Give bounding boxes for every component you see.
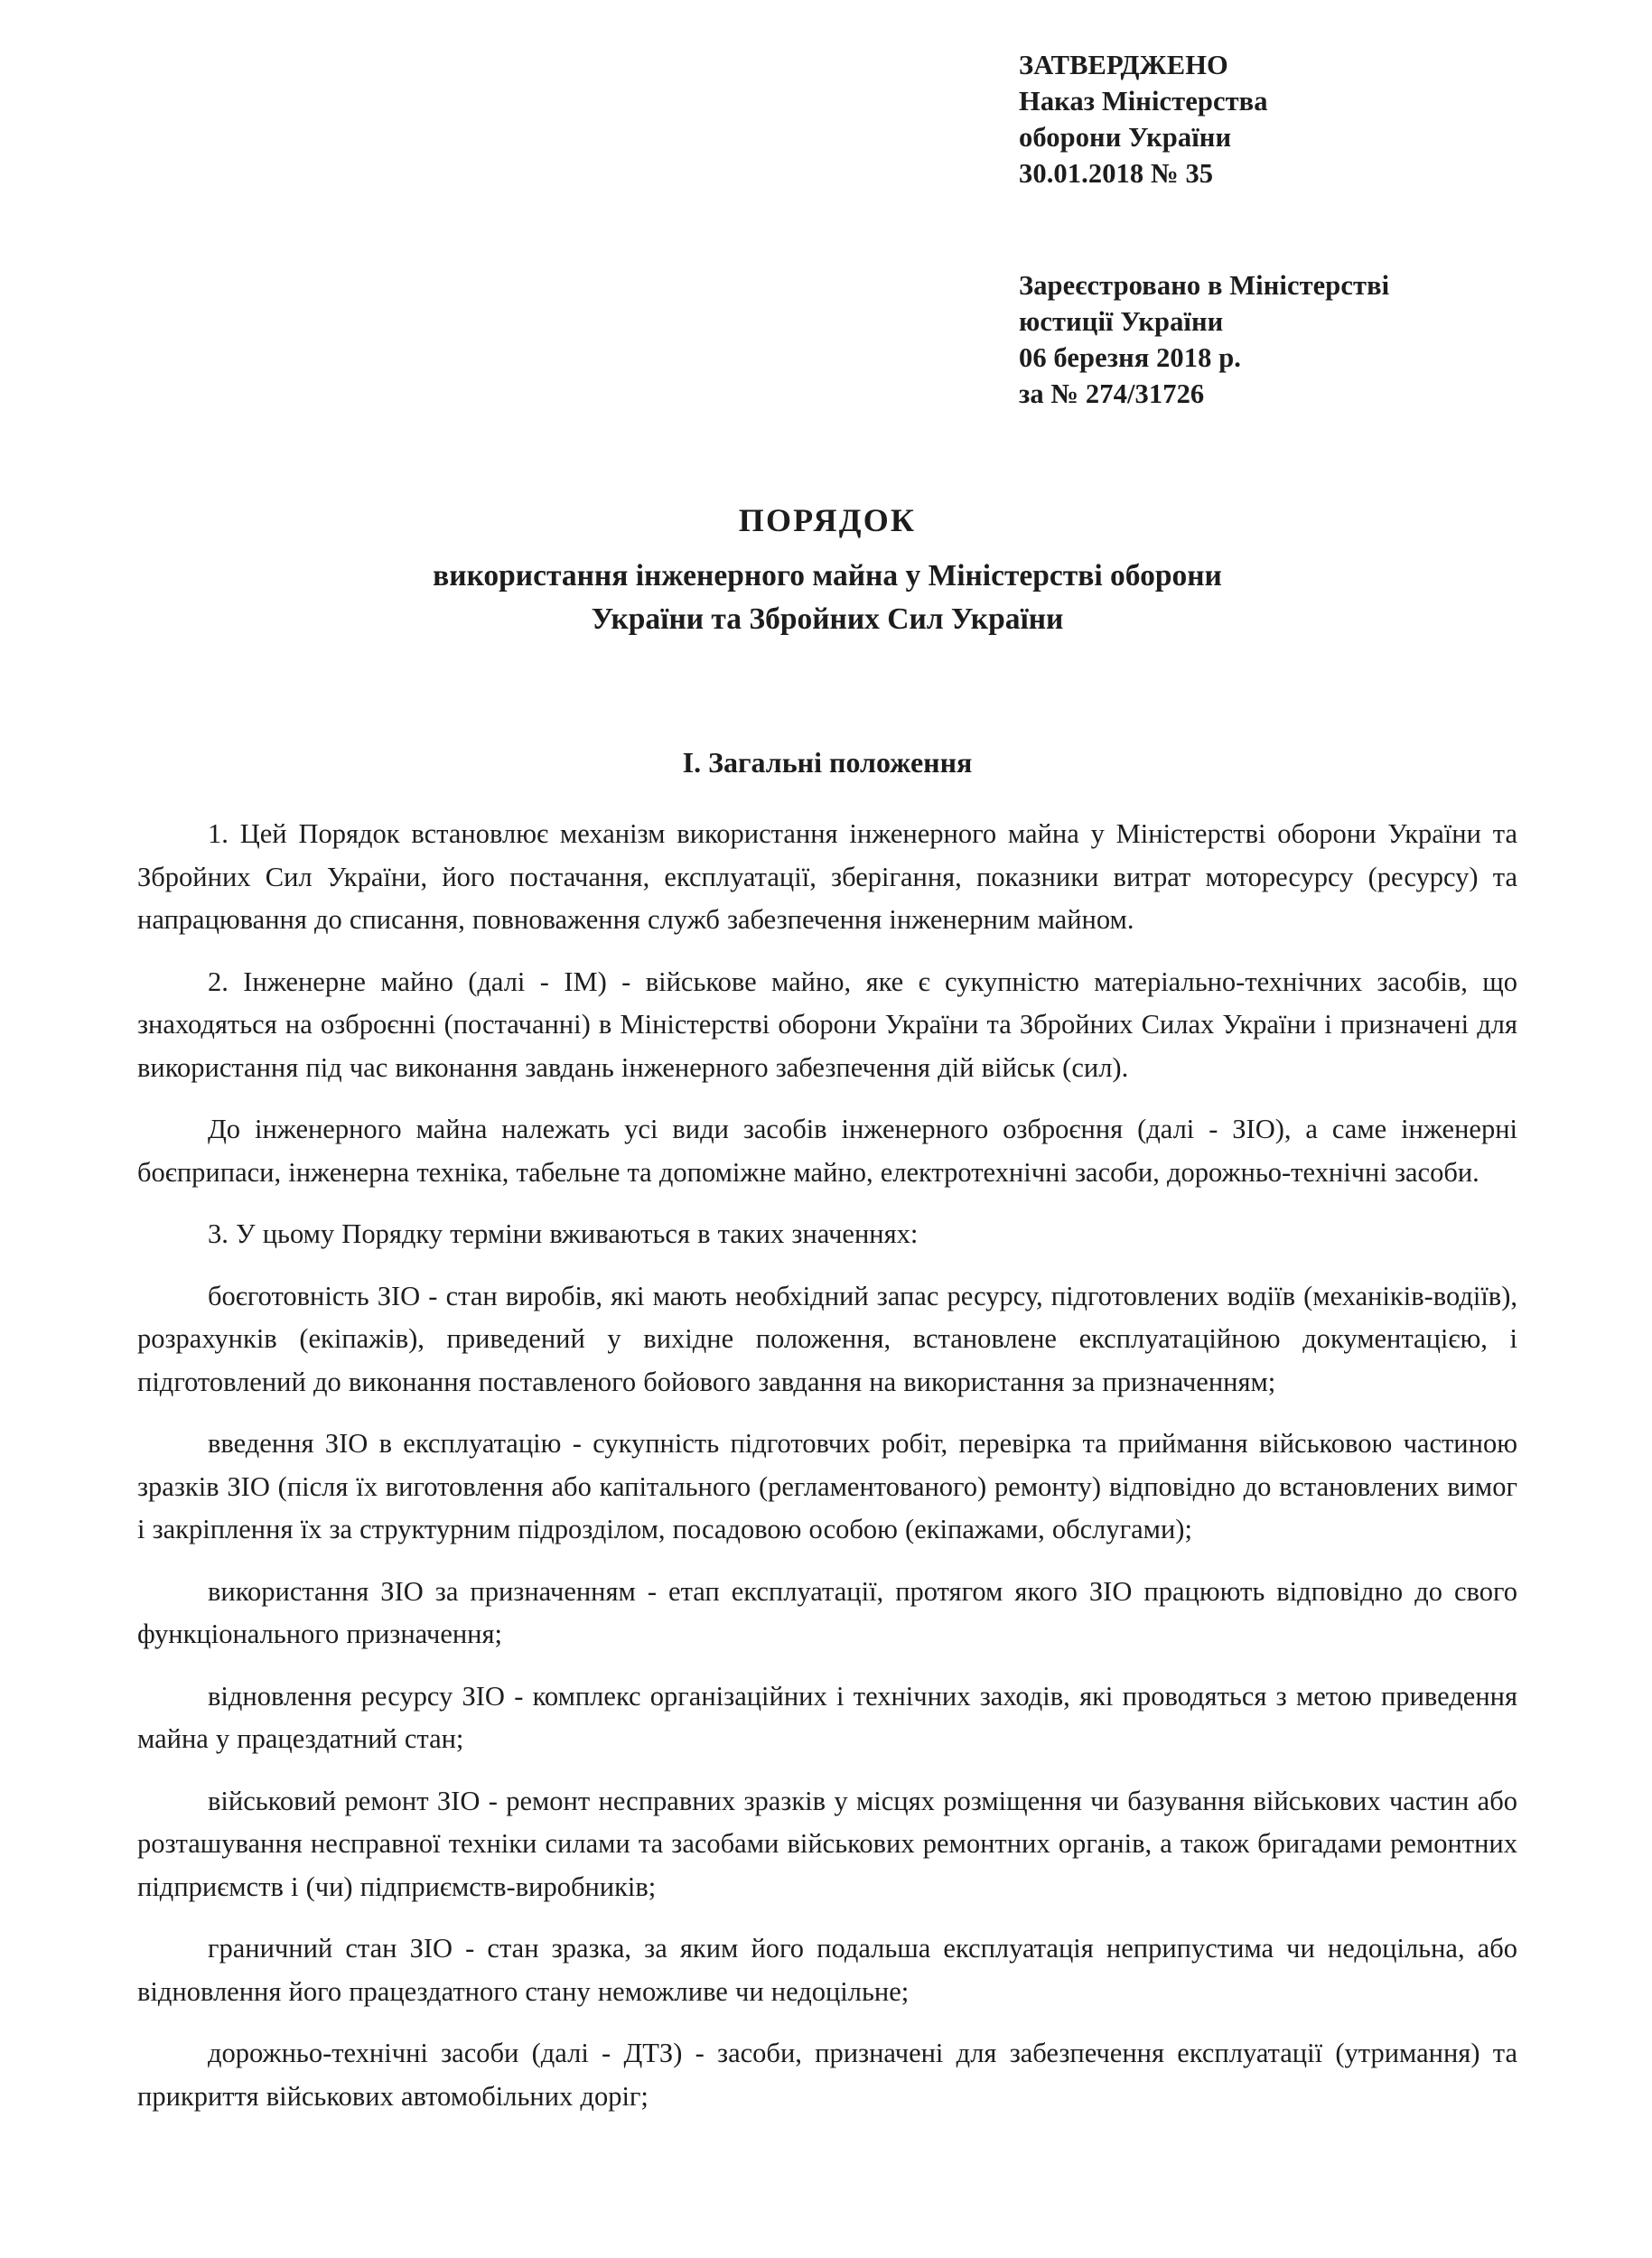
approval-line-4: 30.01.2018 № 35 — [1019, 158, 1214, 189]
document-subtitle-line-1: використання інженерного майна у Міністерстві оборони — [433, 559, 1222, 592]
paragraph-3-terms-intro: 3. У цьому Порядку терміни вживаються в таких значеннях: — [208, 1218, 919, 1249]
term-vidnovlennya-resursu-zio: відновлення ресурсу ЗІО - комплекс організаційних і технічних заходів, які проводяться з метою приведення майна у працездатний стан; — [137, 1680, 1517, 1754]
term-boyegotovnist-zio: боєготовність ЗІО - стан виробів, які мають необхідний запас ресурсу, підготовлених водіїв (механіків-водіїв), розрахунків (екіпажів), приведений у вихідне положення, встановлене експлуатаційною документацією, і підготовлений до виконання поставленого бойового завдання на використання за призначенням; — [137, 1280, 1517, 1397]
document-header-column — [1019, 47, 1561, 412]
document-subtitle — [137, 555, 1517, 641]
term-dorozhno-tekhnichni-zasoby: дорожньо-технічні засоби (далі - ДТЗ) - засоби, призначені для забезпечення експлуатації (утримання) та прикриття військових автомобільних доріг; — [137, 2038, 1517, 2112]
approval-line-2: Наказ Міністерства — [1019, 86, 1268, 117]
paragraph-2: 2. Інженерне майно (далі - ІМ) - військове майно, яке є сукупністю матеріально-технічних засобів, що знаходяться на озброєнні (постачанні) в Міністерстві оборони України та Збройних Силах України і призначені для використання під час виконання завдань інженерного забезпечення дій військ (сил). — [137, 966, 1517, 1083]
document-subtitle-line-2: України та Збройних Сил України — [591, 602, 1064, 636]
document-title — [137, 499, 1517, 641]
paragraph-1: 1. Цей Порядок встановлює механізм використання інженерного майна у Міністерстві оборони України та Збройних Сил України, його постачання, експлуатації, зберігання, показники витрат моторесурсу (ресурсу) та напрацювання до списання, повноваження служб забезпечення інженерним майном. — [137, 818, 1517, 935]
term-viyskovyi-remont-zio: військовий ремонт ЗІО - ремонт несправних зразків у місцях розміщення чи базування військових частин або розташування несправної техніки силами та засобами військових ремонтних органів, а також бригадами ремонтних підприємств і (чи) підприємств-виробників; — [137, 1785, 1517, 1902]
approval-block — [1019, 47, 1561, 191]
paragraph-zio-definition: До інженерного майна належать усі види засобів інженерного озброєння (далі - ЗІО), а саме інженерні боєприпаси, інженерна техніка, табельне та допоміжне майно, електротехнічні засоби, дорожньо-технічні засоби. — [137, 1114, 1517, 1188]
term-vykorystannya-zio-za-pryznachennyam: використання ЗІО за призначенням - етап експлуатації, протягом якого ЗІО працюють відповідно до свого функціонального призначення; — [137, 1575, 1517, 1649]
registration-line-2: юстиції України — [1019, 306, 1224, 337]
document-body — [137, 813, 1517, 2118]
section-heading-general-provisions: I. Загальні положення — [682, 746, 973, 779]
registration-line-3: 06 березня 2018 р. — [1019, 342, 1241, 373]
term-vvedennya-zio-v-ekspluatatsiyu: введення ЗІО в експлуатацію - сукупність підготовчих робіт, перевірка та приймання військовою частиною зразків ЗІО (після їх виготовлення або капітального (регламентованого) ремонту) відповідно до встановлених вимог і закріплення їх за структурним підрозділом, посадовою особою (екіпажами, обслугами); — [137, 1428, 1517, 1544]
registration-block — [1019, 267, 1561, 412]
approval-line-3: оборони України — [1019, 122, 1232, 153]
approval-line-1: ЗАТВЕРДЖЕНО — [1019, 50, 1228, 80]
term-granychnyi-stan-zio: граничний стан ЗІО - стан зразка, за яким його подальша експлуатація неприпустима чи недоцільна, або відновлення його працездатного стану неможливе чи недоцільне; — [137, 1933, 1517, 2007]
page-title: ПОРЯДОК — [738, 502, 917, 538]
registration-line-4: за № 274/31726 — [1019, 378, 1205, 409]
registration-line-1: Зареєстровано в Міністерстві — [1019, 270, 1390, 301]
